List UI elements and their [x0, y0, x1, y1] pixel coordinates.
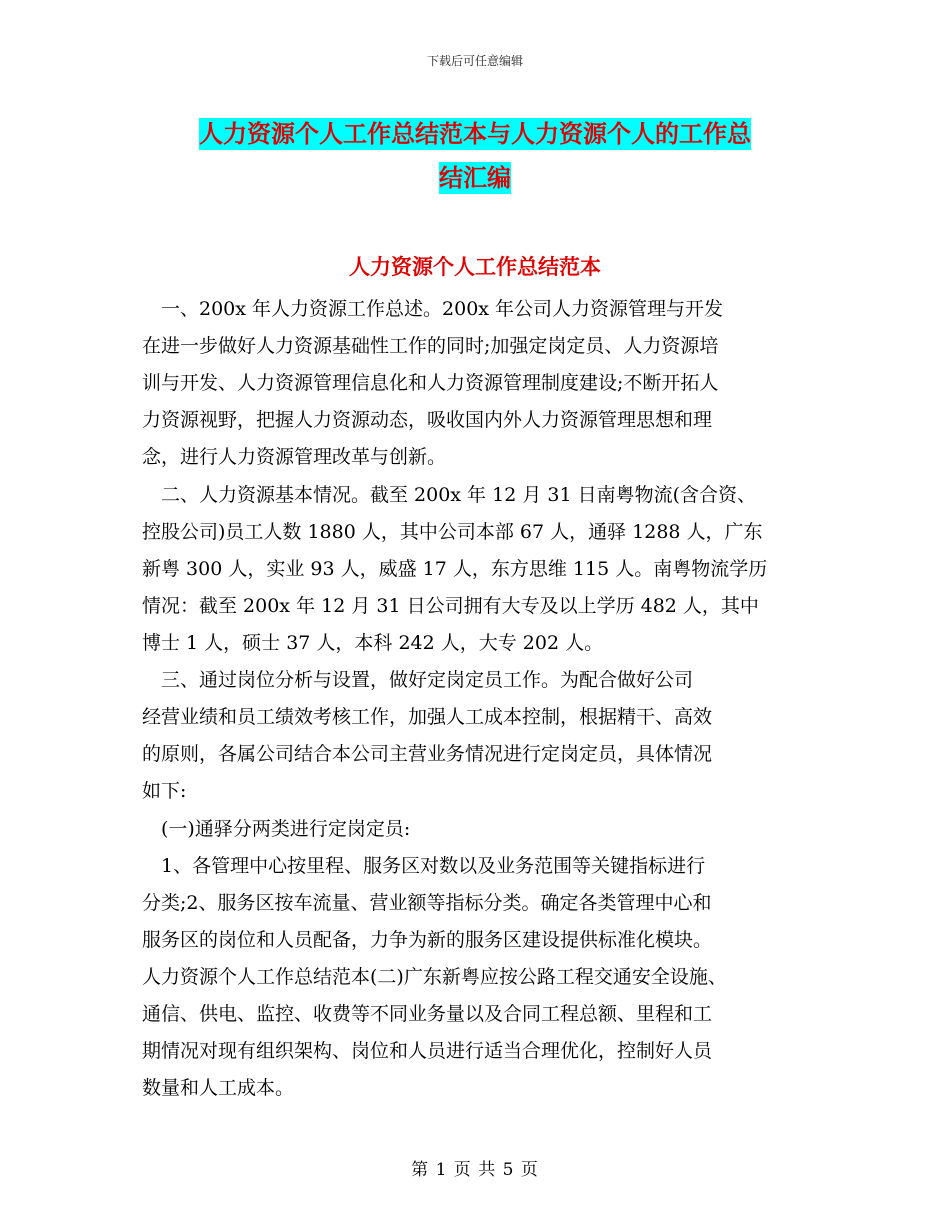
document-title-line-2: 结汇编	[439, 164, 511, 192]
body-line: 通信、供电、监控、收费等不同业务量以及合同工程总额、里程和工	[142, 1003, 713, 1025]
body-line: 在进一步做好人力资源基础性工作的同时;加强定岗定员、人力资源培	[142, 335, 719, 357]
body-line: 人力资源个人工作总结范本(二)广东新粤应按公路工程交通安全设施、	[142, 966, 727, 988]
section-title: 人力资源个人工作总结范本	[349, 255, 601, 279]
body-line: 一、200x 年人力资源工作总述。200x 年公司人力资源管理与开发	[142, 298, 724, 320]
body-line: 服务区的岗位和人员配备，力争为新的服务区建设提供标准化模块。	[142, 929, 713, 951]
body-line: 分类;2、服务区按车流量、营业额等指标分类。确定各类管理中心和	[142, 892, 712, 914]
body-line: 博士 1 人，硕士 37 人，本科 242 人，大专 202 人。	[142, 632, 604, 654]
body-line: 1、各管理中心按里程、服务区对数以及业务范围等关键指标进行	[142, 855, 706, 877]
body-line: 新粤 300 人，实业 93 人，威盛 17 人，东方思维 115 人。南粤物流学历	[142, 558, 768, 580]
body-line: 三、通过岗位分析与设置，做好定岗定员工作。为配合做好公司	[142, 669, 694, 691]
body-line: 期情况对现有组织架构、岗位和人员进行适当合理优化，控制好人员	[142, 1040, 713, 1062]
body-line: 训与开发、人力资源管理信息化和人力资源管理制度建设;不断开拓人	[142, 372, 719, 394]
body-line: 的原则，各属公司结合本公司主营业务情况进行定岗定员，具体情况	[142, 743, 713, 765]
body-line: 二、人力资源基本情况。截至 200x 年 12 月 31 日南粤物流(含合资、	[142, 484, 756, 506]
document-title-line-1: 人力资源个人工作总结范本与人力资源个人的工作总	[199, 120, 751, 148]
body-line: 情况：截至 200x 年 12 月 31 日公司拥有大专及以上学历 482 人，其中	[142, 595, 759, 617]
body-line: (一)通驿分两类进行定岗定员:	[142, 818, 411, 840]
body-line: 力资源视野，把握人力资源动态，吸收国内外人力资源管理思想和理	[142, 409, 713, 431]
page-footer: 第 1 页 共 5 页	[411, 1160, 539, 1180]
header-note: 下载后可任意编辑	[426, 54, 523, 68]
body-line: 控股公司)员工人数 1880 人，其中公司本部 67 人，通驿 1288 人，广东	[142, 521, 763, 543]
body-line: 念，进行人力资源管理改革与创新。	[142, 446, 447, 468]
body-line: 经营业绩和员工绩效考核工作，加强人工成本控制，根据精干、高效	[142, 706, 713, 728]
body-line: 如下:	[142, 780, 187, 802]
body-line: 数量和人工成本。	[142, 1077, 295, 1099]
